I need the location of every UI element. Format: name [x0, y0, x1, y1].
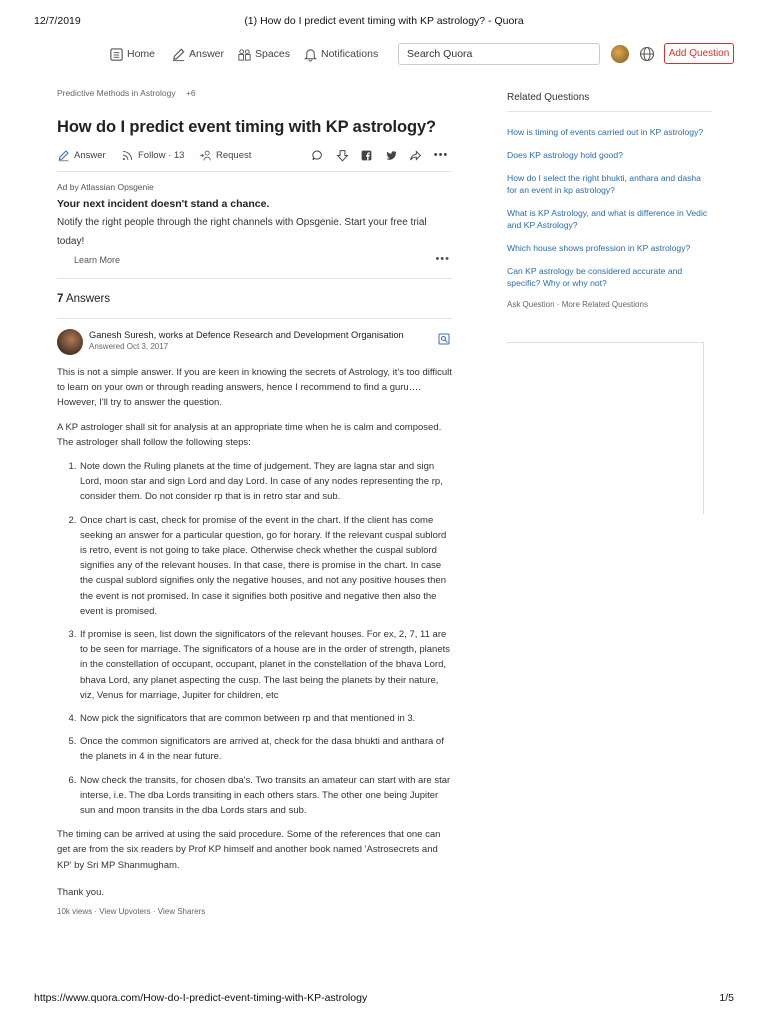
- author-avatar[interactable]: [57, 329, 83, 355]
- related-question-link[interactable]: How is timing of events carried out in KP astrology?: [507, 127, 704, 137]
- related-question-link[interactable]: Does KP astrology hold good?: [507, 150, 623, 160]
- answer-author: [57, 329, 452, 365]
- answer-signoff: Thank you.: [57, 886, 104, 898]
- ad-by-label: Ad by Atlassian Opsgenie: [57, 182, 154, 192]
- list-item: 1. Note down the Ruling planets at the time of judgement. They are lagna star and sign Lord, moon star and sign Lord and day Lord. In case of any nodes representing the rp, consider them. Do not consider rp that is in retro star and sub.: [79, 459, 452, 505]
- answers-label: Answers: [65, 293, 111, 305]
- answer-paragraph: The timing can be arrived at using the said procedure. Some of the references that one can get are from the six readers by Prof KP himself and another book named 'Astrosecrets and KP' by Sri MP Shanmugham.: [57, 829, 441, 871]
- learn-more-link[interactable]: Learn More: [74, 255, 121, 265]
- print-page-number: 1/5: [719, 992, 734, 1004]
- ad-footer: [57, 255, 452, 271]
- question-actions: [57, 147, 452, 165]
- related-question-link[interactable]: How do I select the right bhukti, anthara and dasha for an event in kp astrology?: [507, 173, 701, 195]
- ad-more-options-icon[interactable]: •••: [435, 253, 450, 265]
- follow-rss-icon: [121, 149, 134, 162]
- answer-stats[interactable]: 10k views · View Upvoters · View Sharers: [57, 907, 206, 917]
- answer-date[interactable]: Answered Oct 3, 2017: [89, 342, 169, 351]
- home-icon: [108, 46, 124, 62]
- related-question-link[interactable]: What is KP Astrology, and what is difference in Vedic and KP Astrology?: [507, 208, 708, 230]
- list-item: 3. If promise is seen, list down the significators of the relevant houses. For ex, 2, 7, 11 are to be seen for marriage. The significators of a house are in the order of strength, planets in the constellation of occupant, occupant, planet in the constellation of the bhava Lord, bhava Lord, any planet aspecting the cusp. The last being the planets by their nature, viz, Venus for marriage, Jupiter for children, etc: [79, 627, 452, 703]
- request-button[interactable]: [199, 147, 251, 163]
- nav-spaces[interactable]: [236, 42, 290, 66]
- print-title: (1) How do I predict event timing with KP astrology? - Quora: [244, 15, 524, 27]
- topic-link[interactable]: Predictive Methods in Astrology: [57, 88, 176, 98]
- list-item: 6. Now check the transits, for chosen dba's. Two transits an amateur can start with are star interse, i.e. The dba Lords transiting in each others stars. The other one being Jupiter sun and moon transits in the dba Lords stars and sub.: [79, 773, 452, 819]
- request-label: Request: [216, 149, 252, 161]
- ad-placeholder-box: [507, 342, 704, 514]
- ad-title[interactable]: Your next incident doesn't stand a chance.: [57, 198, 270, 210]
- search-placeholder: Search Quora: [407, 48, 473, 60]
- steps-list: [79, 459, 452, 818]
- related-question-link[interactable]: Which house shows profession in KP astrology?: [507, 243, 691, 253]
- top-navigation: [108, 42, 734, 68]
- topic-more-link[interactable]: +6: [185, 88, 196, 98]
- search-input[interactable]: [398, 43, 600, 65]
- answer-content: [57, 365, 452, 919]
- twitter-icon[interactable]: [384, 148, 398, 162]
- list-item: 5. Once the common significators are arrived at, check for the dasa bhukti and anthara of the planets in 4 in the near future.: [79, 734, 452, 764]
- nav-home-label: Home: [127, 48, 156, 60]
- pencil-icon: [170, 46, 186, 62]
- print-date: 12/7/2019: [34, 15, 81, 27]
- main-column: [57, 88, 452, 919]
- list-item: 2. Once chart is cast, check for promise of the event in the chart. If the client has come seeking an answer for a particular question, go for horary. If the relevant cuspal sublord is retro, event is not going to take place. Otherwise check whether the cuspal sublord signifies any of the relevant houses. In that case, there is promise in the chart. In case the cuspal sublord signifies only the negative houses, and not any positive houses then the event is not promised. In case it signifies both positive and negative then also the event is promised.: [79, 513, 452, 619]
- people-icon: [236, 46, 252, 62]
- author-name[interactable]: Ganesh Suresh, works at Defence Research and Development Organisation: [89, 330, 404, 340]
- divider: [507, 111, 712, 112]
- follow-button[interactable]: [121, 147, 184, 163]
- answers-count: 7: [57, 293, 64, 305]
- edit-icon[interactable]: [438, 332, 450, 344]
- divider: [57, 171, 452, 172]
- answer-label: Answer: [74, 149, 106, 161]
- answers-count-heading: [57, 293, 452, 309]
- divider: [57, 278, 452, 279]
- ad-body: Notify the right people through the right channels with Opsgenie. Start your free trial today!: [57, 217, 427, 247]
- related-more-links[interactable]: Ask Question · More Related Questions: [507, 300, 648, 309]
- facebook-icon[interactable]: [359, 148, 373, 162]
- share-icon[interactable]: [408, 148, 422, 162]
- downvote-icon[interactable]: [335, 148, 349, 162]
- comment-icon[interactable]: [310, 148, 324, 162]
- divider: [57, 318, 452, 319]
- answer-paragraph: A KP astrologer shall sit for analysis at an appropriate time when he is calm and composed. The astrologer shall follow the following steps:: [57, 421, 442, 448]
- nav-notifications[interactable]: [302, 42, 378, 66]
- list-item: 4. Now pick the significators that are common between rp and that mentioned in 3.: [79, 711, 452, 726]
- question-title: How do I predict event timing with KP astrology?: [57, 118, 437, 136]
- related-question-link[interactable]: Can KP astrology be considered accurate and specific? Why or why not?: [507, 266, 683, 288]
- answer-button[interactable]: [57, 147, 106, 163]
- related-questions-sidebar: [507, 92, 712, 309]
- topic-row: [57, 88, 452, 102]
- related-heading: Related Questions: [507, 92, 590, 103]
- globe-icon[interactable]: [639, 46, 655, 62]
- user-avatar[interactable]: [611, 45, 629, 63]
- more-options-icon[interactable]: •••: [433, 149, 449, 161]
- print-url: https://www.quora.com/How-do-I-predict-event-timing-with-KP-astrology: [34, 992, 368, 1004]
- add-question-button[interactable]: Add Question: [664, 43, 734, 64]
- answer-pencil-icon: [57, 149, 70, 162]
- related-list: [507, 126, 712, 289]
- follow-label: Follow · 13: [138, 149, 185, 161]
- nav-spaces-label: Spaces: [255, 48, 291, 60]
- nav-answer-label: Answer: [189, 48, 225, 60]
- nav-home[interactable]: [108, 42, 155, 66]
- print-header: [34, 15, 734, 31]
- nav-answer[interactable]: [170, 42, 224, 66]
- ad-block: [57, 182, 452, 271]
- bell-icon: [302, 46, 318, 62]
- request-icon: [199, 149, 212, 162]
- nav-notifications-label: Notifications: [321, 48, 379, 60]
- answer-paragraph: This is not a simple answer. If you are keen in knowing the secrets of Astrology, it's too difficult to learn on your own or through reading answers, hence I recommend to find a guru…. However, I'll try to answer the question.: [57, 367, 452, 409]
